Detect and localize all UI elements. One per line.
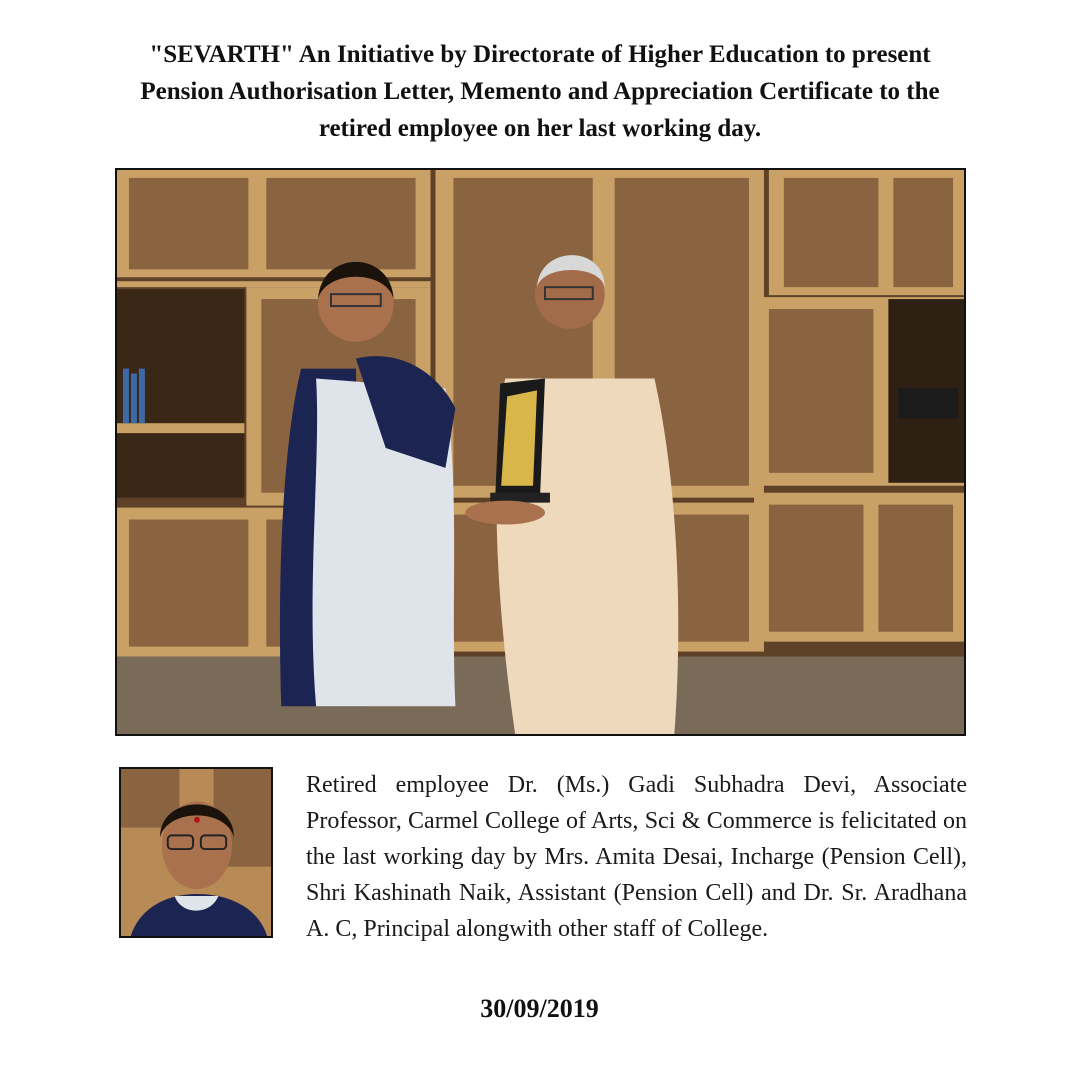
title-line-1: "SEVARTH" An Initiative by Directorate of Higher Education to present [149, 41, 931, 68]
title-line-3: retired employee on her last working day. [318, 115, 762, 142]
retiree-portrait-illustration [121, 769, 271, 936]
caption-text: Retired employee Dr. (Ms.) Gadi Subhadra Devi, Associate Professor, Carmel College of Arts, Sci & Commerce is felicitated on the last working day by Mrs. Amita Desai, Incharge (Pension Cell), Shri Kashinath Naik, Assistant (Pension Cell) and Dr. Sr. Aradhana A. C, Principal alongwith other staff of College. [306, 772, 967, 942]
page-title [60, 36, 1020, 147]
event-date: 30/09/2019 [480, 994, 599, 1023]
title-line-2: Pension Authorisation Letter, Memento and Appreciation Certificate to the [140, 78, 940, 105]
retiree-portrait [119, 767, 273, 938]
felicitation-photo-illustration [117, 170, 964, 734]
felicitation-photo [115, 168, 966, 736]
